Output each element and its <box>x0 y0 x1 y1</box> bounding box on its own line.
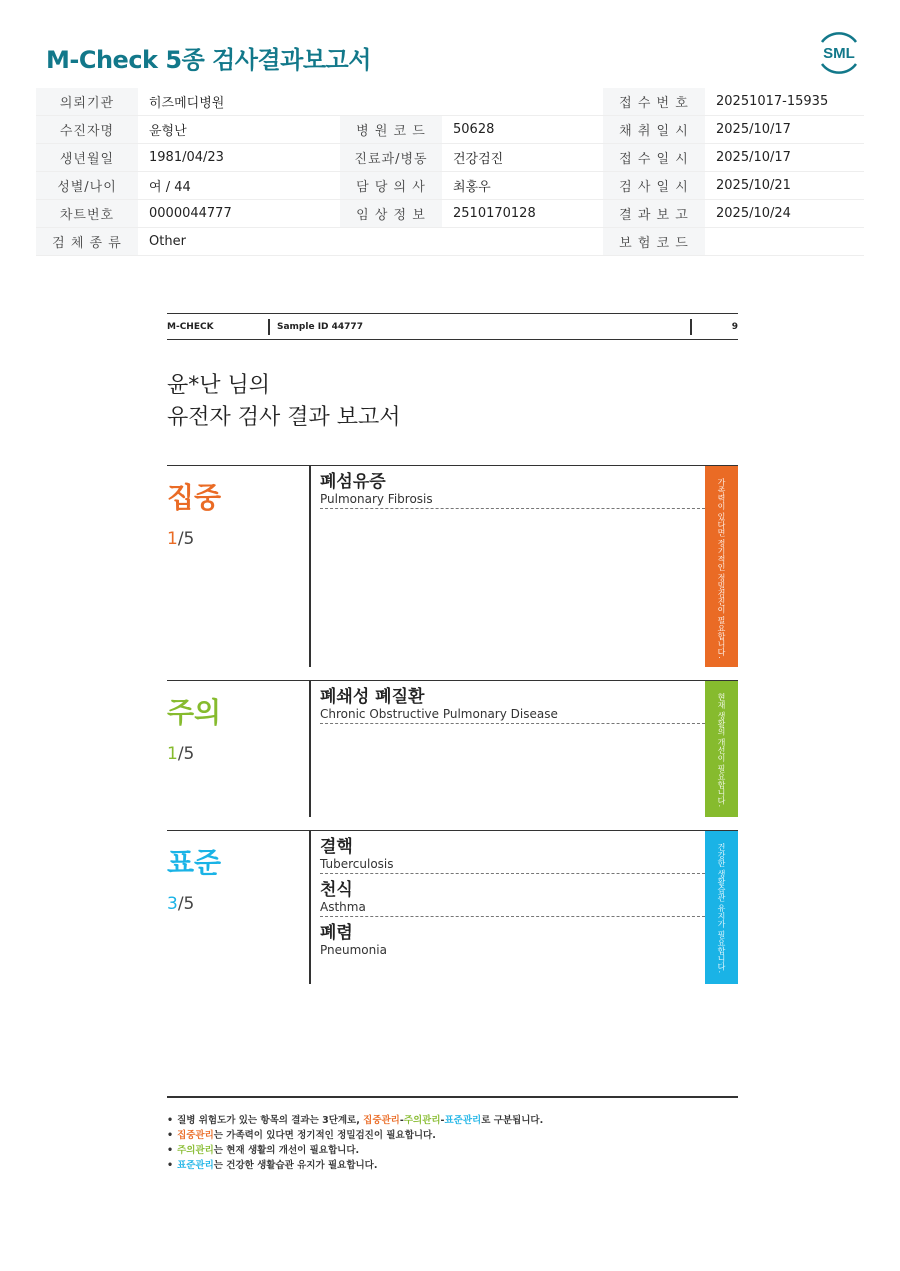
info-value: 히즈메디병원 <box>138 88 340 116</box>
note-line <box>167 1113 543 1128</box>
info-value <box>442 88 603 116</box>
note-line <box>167 1128 543 1143</box>
info-label: 검 체 종 류 <box>36 228 138 256</box>
note-focus-term: 집중관리 <box>177 1130 214 1141</box>
report-header <box>167 313 738 340</box>
disease-name-en: Pulmonary Fibrosis <box>320 492 433 506</box>
risk-count-number: 1 <box>167 744 178 764</box>
risk-level-label: 표준 <box>167 846 222 879</box>
info-value <box>442 228 603 256</box>
info-row <box>36 172 864 200</box>
info-value: 20251017-15935 <box>705 88 864 116</box>
risk-count-number: 1 <box>167 529 178 549</box>
risk-section-standard <box>167 830 738 984</box>
disease-item <box>320 917 705 959</box>
header-divider <box>690 319 692 335</box>
disease-name-en: Asthma <box>320 900 366 914</box>
info-label: 성별/나이 <box>36 172 138 200</box>
info-value: 2510170128 <box>442 200 603 228</box>
note-text: 로 구분됩니다. <box>481 1115 544 1126</box>
heading-line: 윤*난 님의 <box>167 373 271 398</box>
note-line <box>167 1158 543 1173</box>
info-value: 2025/10/21 <box>705 172 864 200</box>
note-standard-term: 표준관리 <box>177 1160 214 1171</box>
sml-logo <box>814 28 864 78</box>
bullet-icon: • <box>167 1160 174 1171</box>
risk-count-total: /5 <box>177 744 195 764</box>
risk-count <box>167 744 194 764</box>
page-number: 9 <box>731 322 738 332</box>
footer-notes <box>167 1113 543 1173</box>
page-title: M-Check 5종 검사결과보고서 <box>46 46 371 74</box>
bullet-icon: • <box>167 1115 174 1126</box>
disease-list <box>320 466 705 509</box>
risk-section-caution <box>167 680 738 817</box>
disease-list <box>320 681 705 724</box>
disease-name-ko: 폐섬유증 <box>320 472 386 492</box>
footer-divider <box>167 1096 738 1098</box>
info-value: 2025/10/17 <box>705 116 864 144</box>
side-note-text: 가족력이 있다면 정기적인 정밀검진이 필요합니다. <box>717 478 726 659</box>
disease-name-ko: 폐쇄성 폐질환 <box>320 687 425 707</box>
risk-count <box>167 529 194 549</box>
info-label: 병 원 코 드 <box>340 116 442 144</box>
info-label: 진료과/병동 <box>340 144 442 172</box>
heading-line: 유전자 검사 결과 보고서 <box>167 405 401 430</box>
info-label: 채 취 일 시 <box>603 116 705 144</box>
info-value: Other <box>138 228 340 256</box>
risk-count-number: 3 <box>167 894 178 914</box>
note-text: - <box>440 1115 445 1126</box>
disease-item <box>320 681 705 724</box>
side-note-text: 건강한 생활습관 유지가 필요합니다. <box>717 843 726 974</box>
note-text: 질병 위험도가 있는 항목의 결과는 3단계로, <box>177 1115 364 1126</box>
info-label: 담 당 의 사 <box>340 172 442 200</box>
note-text: - <box>399 1115 404 1126</box>
disease-name-ko: 천식 <box>320 880 353 900</box>
info-label: 접 수 번 호 <box>603 88 705 116</box>
section-divider <box>309 466 311 667</box>
risk-section-focus <box>167 465 738 667</box>
info-row <box>36 200 864 228</box>
note-caution-term: 주의관리 <box>177 1145 214 1156</box>
info-value: 최홍우 <box>442 172 603 200</box>
risk-count-total: /5 <box>177 894 195 914</box>
note-line <box>167 1143 543 1158</box>
info-value: 여 / 44 <box>138 172 340 200</box>
disease-item <box>320 874 705 917</box>
info-label: 수진자명 <box>36 116 138 144</box>
info-row <box>36 88 864 116</box>
risk-count-total: /5 <box>177 529 195 549</box>
note-standard-term: 표준관리 <box>444 1115 482 1126</box>
risk-count <box>167 894 194 914</box>
info-value: 윤형난 <box>138 116 340 144</box>
side-note-bar <box>705 681 738 817</box>
info-value <box>705 228 864 256</box>
disease-name-en: Pneumonia <box>320 943 387 957</box>
info-label: 임 상 정 보 <box>340 200 442 228</box>
info-value: 0000044777 <box>138 200 340 228</box>
section-divider <box>309 681 311 817</box>
bullet-icon: • <box>167 1130 174 1141</box>
disease-item <box>320 831 705 874</box>
info-value: 2025/10/24 <box>705 200 864 228</box>
info-row <box>36 144 864 172</box>
risk-level-label: 주의 <box>167 696 222 729</box>
info-value: 1981/04/23 <box>138 144 340 172</box>
note-text: 는 가족력이 있다면 정기적인 정밀검진이 필요합니다. <box>213 1130 436 1141</box>
note-text: 는 현재 생활의 개선이 필요합니다. <box>213 1145 360 1156</box>
info-label <box>340 88 442 116</box>
sample-id: Sample ID 44777 <box>277 322 363 332</box>
header-divider <box>268 319 270 335</box>
section-divider <box>309 831 311 984</box>
disease-name-en: Chronic Obstructive Pulmonary Disease <box>320 707 558 721</box>
info-label: 결 과 보 고 <box>603 200 705 228</box>
info-value: 건강검진 <box>442 144 603 172</box>
report-brand: M-CHECK <box>167 322 214 332</box>
info-value: 50628 <box>442 116 603 144</box>
info-label: 검 사 일 시 <box>603 172 705 200</box>
patient-info-table <box>36 88 864 256</box>
note-focus-term: 집중관리 <box>363 1115 400 1126</box>
info-label: 차트번호 <box>36 200 138 228</box>
side-note-text: 현재 생활의 개선이 필요합니다. <box>717 693 726 808</box>
info-label: 생년월일 <box>36 144 138 172</box>
note-text: 는 건강한 생활습관 유지가 필요합니다. <box>213 1160 378 1171</box>
disease-name-en: Tuberculosis <box>320 857 394 871</box>
report-heading <box>167 370 401 434</box>
side-note-bar <box>705 466 738 667</box>
info-value: 2025/10/17 <box>705 144 864 172</box>
disease-name-ko: 결핵 <box>320 837 353 857</box>
info-label: 의뢰기관 <box>36 88 138 116</box>
note-caution-term: 주의관리 <box>403 1115 441 1126</box>
info-label <box>340 228 442 256</box>
bullet-icon: • <box>167 1145 174 1156</box>
info-label: 보 험 코 드 <box>603 228 705 256</box>
info-row <box>36 228 864 256</box>
risk-level-label: 집중 <box>167 481 222 514</box>
disease-name-ko: 폐렴 <box>320 923 353 943</box>
disease-list <box>320 831 705 959</box>
logo-text: SML <box>823 45 855 62</box>
info-label: 접 수 일 시 <box>603 144 705 172</box>
disease-item <box>320 466 705 509</box>
side-note-bar <box>705 831 738 984</box>
info-row <box>36 116 864 144</box>
